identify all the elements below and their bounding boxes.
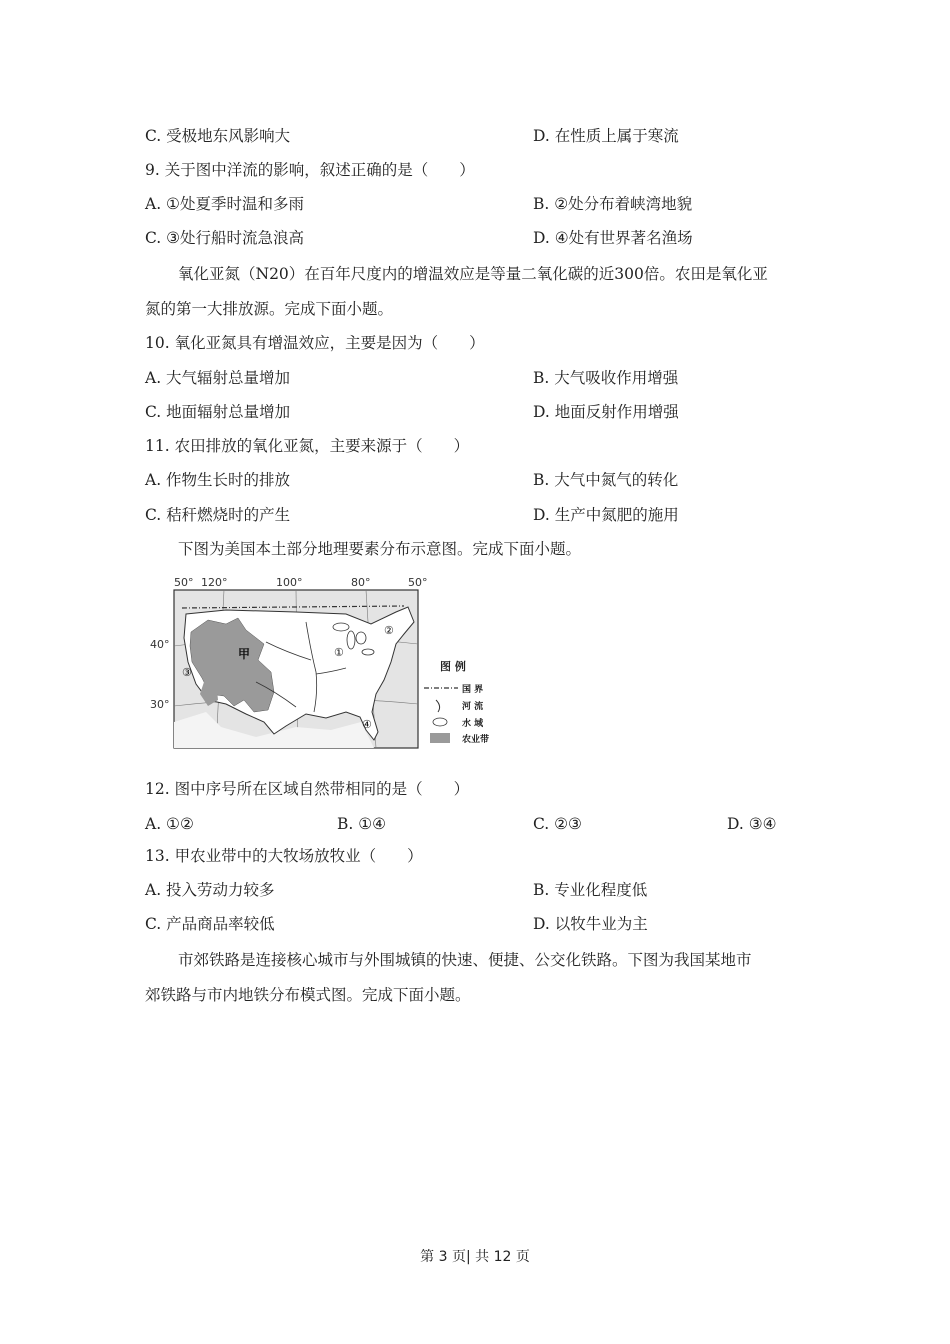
passage-map-intro: 下图为美国本土部分地理要素分布示意图。完成下面小题。	[178, 540, 582, 558]
q11-option-d: D. 生产中氮肥的施用	[533, 506, 679, 524]
passage-n2o-line1: 氧化亚氮（N20）在百年尺度内的增温效应是等量二氧化碳的近300倍。农田是氧化亚	[178, 265, 768, 283]
marker-1: ①	[334, 646, 344, 659]
lon-label-80: 80°	[351, 576, 371, 589]
legend-river-label: 河 流	[462, 702, 484, 712]
region-label-jia: 甲	[238, 647, 251, 661]
passage-railway-line2: 郊铁路与市内地铁分布模式图。完成下面小题。	[145, 986, 471, 1004]
q9-option-b: B. ②处分布着峡湾地貌	[533, 195, 693, 213]
q10-option-a: A. 大气辐射总量增加	[145, 369, 291, 387]
marker-3: ③	[182, 666, 192, 679]
q8-option-c: C. 受极地东风影响大	[145, 127, 291, 145]
q11-option-c: C. 秸秆燃烧时的产生	[145, 506, 291, 524]
legend-water-label: 水 域	[462, 719, 484, 729]
lat-label-30: 30°	[150, 698, 170, 711]
lon-label-50e: 50°	[408, 576, 428, 589]
legend-border-label: 国 界	[462, 685, 484, 695]
q13-option-c: C. 产品商品率较低	[145, 915, 275, 933]
lon-label-100: 100°	[276, 576, 303, 589]
q12-option-d: D. ③④	[727, 815, 777, 833]
q10-stem: 10. 氧化亚氮具有增温效应，主要是因为（ ）	[145, 334, 485, 352]
q12-option-b: B. ①④	[337, 815, 387, 833]
q11-stem: 11. 农田排放的氧化亚氮，主要来源于（ ）	[145, 437, 470, 455]
marker-4: ④	[362, 718, 372, 731]
q13-option-b: B. 专业化程度低	[533, 881, 648, 899]
map-legend	[424, 659, 490, 745]
q9-option-d: D. ④处有世界著名渔场	[533, 229, 693, 247]
q10-option-c: C. 地面辐射总量增加	[145, 403, 291, 421]
q10-option-b: B. 大气吸收作用增强	[533, 369, 679, 387]
passage-railway-line1: 市郊铁路是连接核心城市与外围城镇的快速、便捷、公交化铁路。下图为我国某地市	[178, 951, 752, 969]
legend-agri-symbol	[430, 733, 450, 743]
legend-title: 图 例	[440, 660, 466, 673]
q9-stem: 9. 关于图中洋流的影响，叙述正确的是（ ）	[145, 161, 475, 179]
legend-agri-label: 农业带	[462, 735, 490, 745]
q12-stem: 12. 图中序号所在区域自然带相同的是（ ）	[145, 780, 470, 798]
passage-n2o-line2: 氮的第一大排放源。完成下面小题。	[145, 300, 394, 318]
q11-option-b: B. 大气中氮气的转化	[533, 471, 679, 489]
page-footer: 第 3 页| 共 12 页	[420, 1249, 530, 1265]
q13-option-a: A. 投入劳动力较多	[145, 881, 275, 899]
lat-label-40: 40°	[150, 638, 170, 651]
legend-water-symbol	[433, 718, 447, 726]
q12-option-a: A. ①②	[145, 815, 194, 833]
q13-stem: 13. 甲农业带中的大牧场放牧业（ ）	[145, 847, 423, 865]
q12-option-c: C. ②③	[533, 815, 582, 833]
legend-river-symbol	[436, 700, 440, 712]
q8-option-d: D. 在性质上属于寒流	[533, 127, 679, 145]
lon-label-120: 120°	[201, 576, 228, 589]
q9-option-a: A. ①处夏季时温和多雨	[145, 195, 304, 213]
q13-option-d: D. 以牧牛业为主	[533, 915, 648, 933]
lon-label-50w: 50°	[174, 576, 194, 589]
q10-option-d: D. 地面反射作用增强	[533, 403, 679, 421]
usa-map-figure	[146, 572, 506, 752]
marker-2: ②	[384, 624, 394, 637]
q11-option-a: A. 作物生长时的排放	[145, 471, 291, 489]
q9-option-c: C. ③处行船时流急浪高	[145, 229, 305, 247]
